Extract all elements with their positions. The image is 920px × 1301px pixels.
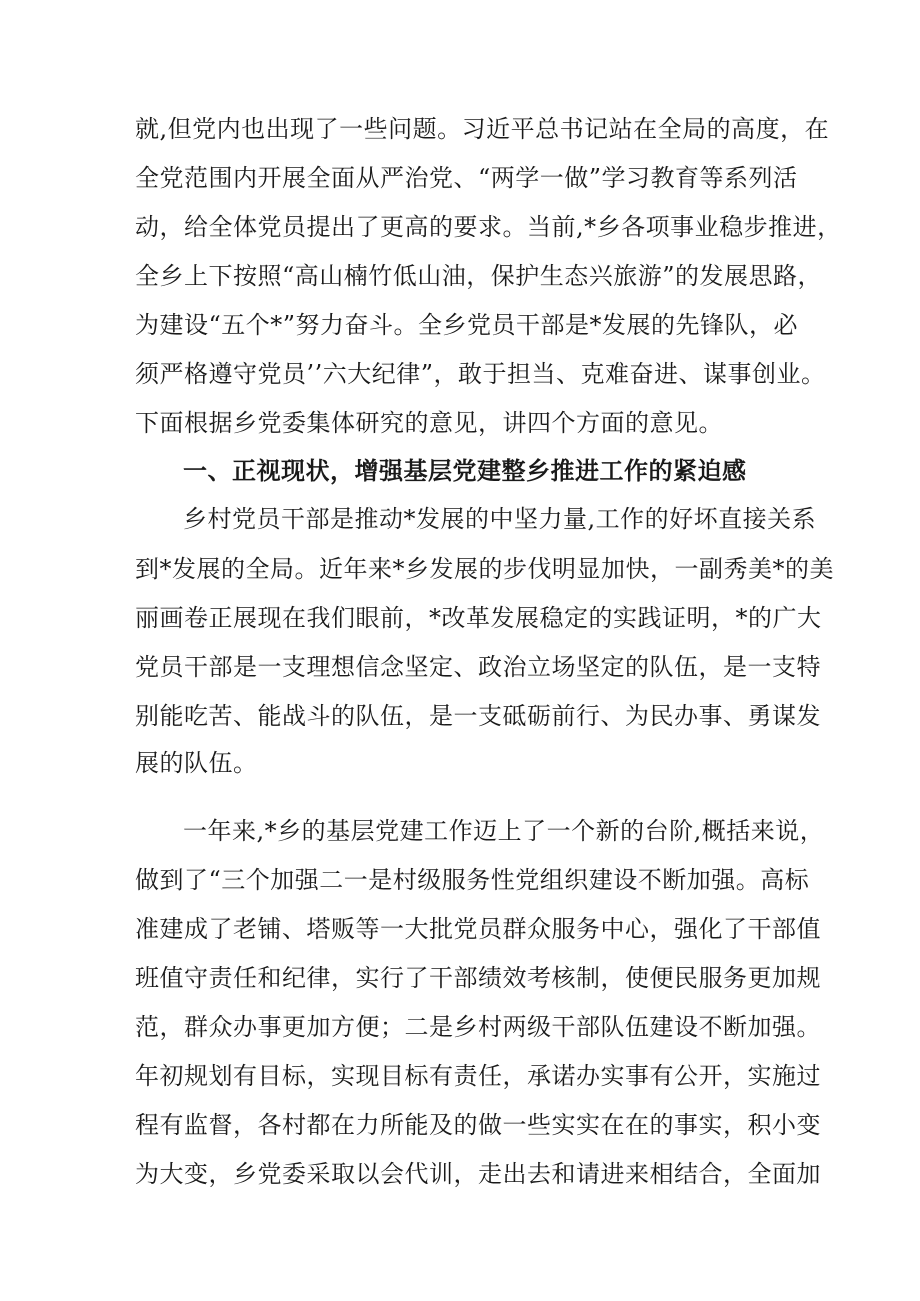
paragraph-line: 展的队伍。	[135, 749, 258, 777]
paragraph-line: 须严格遵守党员’’六大纪律”，敢于担当、克难奋进、谋事创业。	[135, 360, 826, 388]
paragraph-line: 程有监督，各村都在力所能及的做一些实实在在的事实，积小变	[135, 1111, 821, 1139]
paragraph-line: 班值守责任和纪律，实行了干部绩效考核制，使便民服务更加规	[135, 964, 821, 992]
paragraph-line: 范，群众办事更加方便；二是乡村两级干部队伍建设不断加强。	[135, 1013, 821, 1041]
paragraph-line: 做到了“三个加强二一是村级服务性党组织建设不断加强。高标	[135, 866, 810, 894]
paragraph-line: 就,但党内也出现了一些问题。习近平总书记站在全局的高度，在	[135, 115, 830, 143]
paragraph-line: 准建成了老铺、塔贩等一大批党员群众服务中心，强化了干部值	[135, 915, 821, 943]
paragraph-line: 全乡上下按照“高山楠竹低山油，保护生态兴旅游”的发展思路，	[135, 262, 823, 290]
section-heading: 一、正视现状，增强基层党建整乡推进工作的紧迫感	[183, 457, 747, 485]
paragraph-line: 别能吃苦、能战斗的队伍，是一支砥砺前行、为民办事、勇谋发	[135, 702, 821, 730]
paragraph-line: 一年来,*乡的基层党建工作迈上了一个新的台阶,概括来说，	[183, 817, 825, 845]
paragraph-line: 到*发展的全局。近年来*乡发展的步伐明显加快，一副秀美*的美	[135, 555, 834, 583]
paragraph-line: 乡村党员干部是推动*发展的中坚力量,工作的好坏直接关系	[183, 505, 817, 533]
paragraph-line: 全党范围内开展全面从严治党、“两学一做”学习教育等系列活	[135, 164, 798, 192]
paragraph-line: 为建设“五个*”努力奋斗。全乡党员干部是*发展的先锋队，必	[135, 311, 799, 339]
paragraph-line: 丽画卷正展现在我们眼前，*改革发展稳定的实践证明，*的广大	[135, 604, 822, 632]
paragraph-line: 党员干部是一支理想信念坚定、政治立场坚定的队伍，是一支特	[135, 653, 821, 681]
paragraph-line: 为大变，乡党委采取以会代训，走出去和请进来相结合，全面加	[135, 1160, 821, 1188]
paragraph-line: 下面根据乡党委集体研究的意见，讲四个方面的意见。	[135, 409, 723, 437]
paragraph-line: 年初规划有目标，实现目标有责任，承诺办实事有公开，实施过	[135, 1062, 821, 1090]
paragraph-line: 动，给全体党员提出了更高的要求。当前,*乡各项事业稳步推进，	[135, 213, 842, 241]
